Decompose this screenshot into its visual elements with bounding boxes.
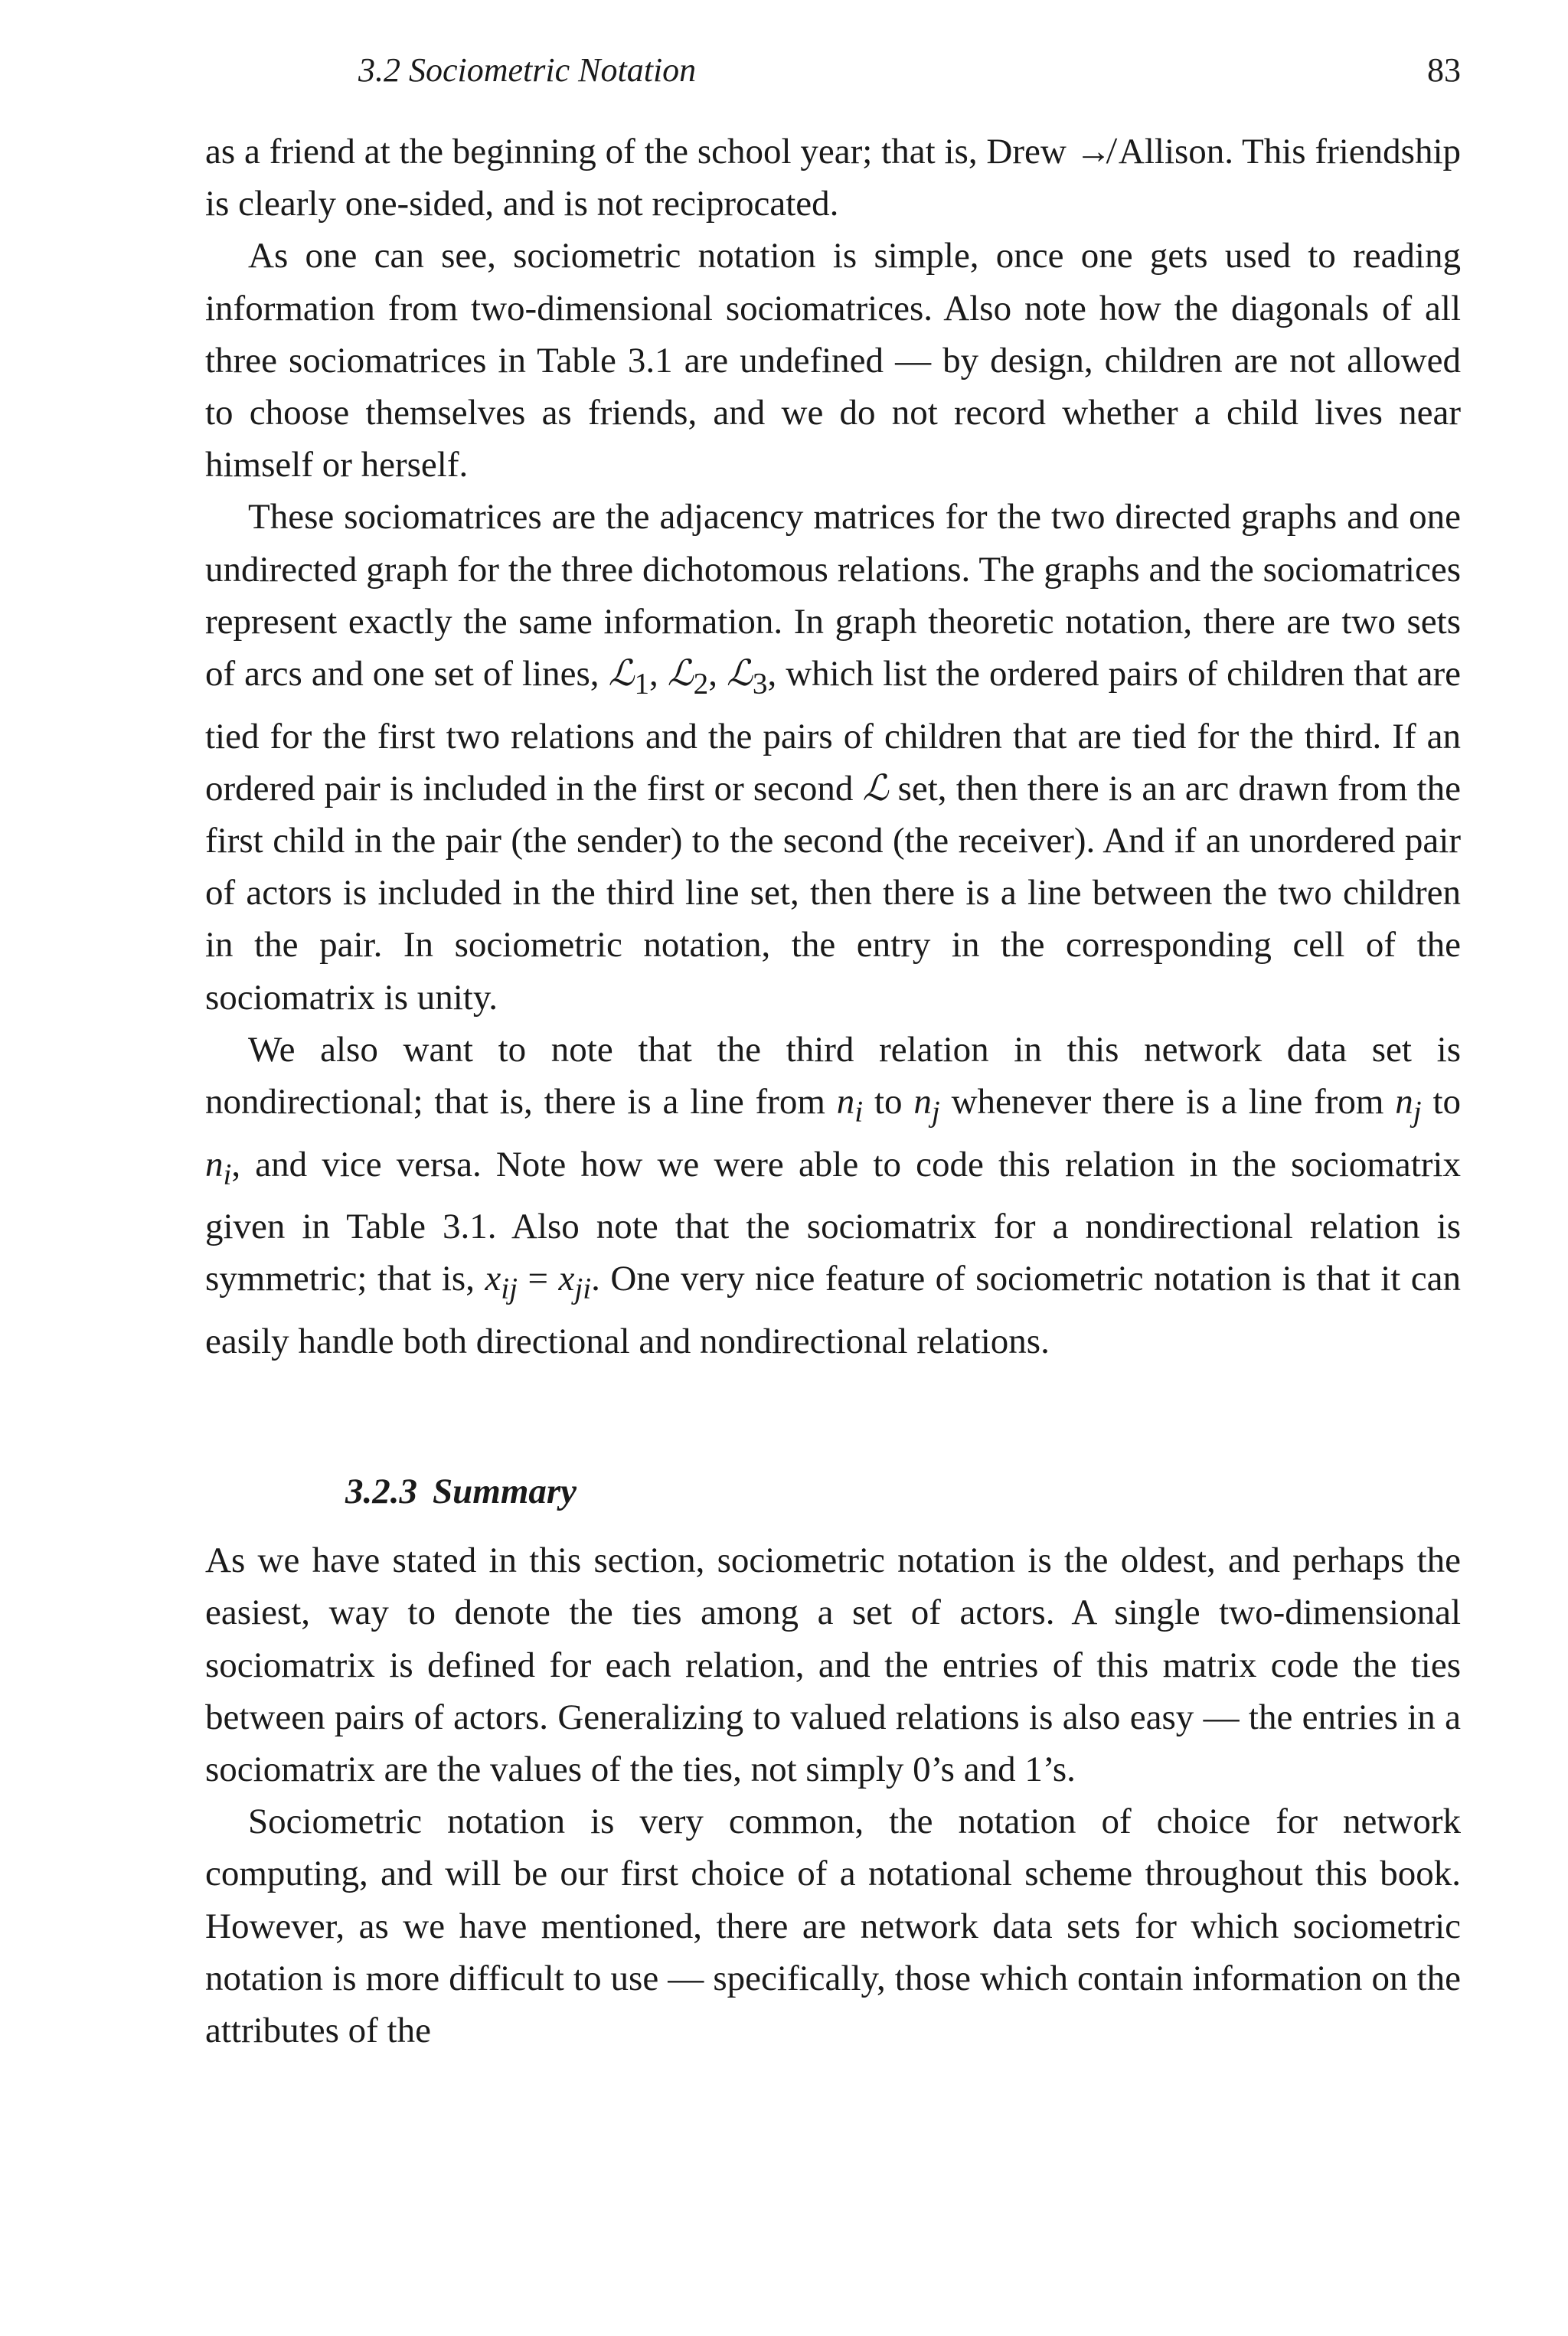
line-set-symbol: ℒ [727,652,753,695]
paragraph-text: set, then there is an arc drawn from the first child in the pair (the sender) to the second (the receiver). And if an unordered pair of actors is included in the third line set, then there is a line between the two children in the pair. In sociometric notation, the entry in the corresponding cell of the sociomatrix is unity. [205,768,1461,1018]
paragraph: Sociometric notation is very common, the notation of choice for network computing, and will be our first choice of a notational scheme throughout this book. However, as we have mentioned, there are network data sets for which sociometric notation is more difficult to use — specifically, those which contain information on the attributes of the [205,1802,1461,2051]
subscript: ij [501,1272,518,1305]
math-variable: x [558,1259,575,1299]
math-variable: n [205,1144,224,1184]
arc-set-symbol: ℒ [608,652,635,695]
subscript: j [931,1095,940,1129]
body-text [205,126,1461,2057]
subscript: j [1413,1095,1422,1129]
paragraph-continuation [205,126,1461,230]
paragraph: As one can see, sociometric notation is simple, once one gets used to reading information from two-dimensional sociomatrices. Also note how the diagonals of all three sociomatrices in Table 3.1 are undefined — by design, children are not allowed to choose themselves as friends, and we do not record whether a child lives near himself or herself. [205,236,1461,485]
math-variable: n [913,1082,932,1122]
paragraph: As we have stated in this section, sociometric notation is the oldest, and perhaps the easiest, way to denote the ties among a set of actors. A single two-dimensional sociomatrix is defined for each relation, and the entries of this matrix code the ties between pairs of actors. Generalizing to valued relations is also easy — the entries in a sociomatrix are the values of the ties, not simply 0’s and 1’s. [205,1540,1461,1790]
paragraph-text: Allison. This friendship is clearly one-sided, and is not reciprocated. [205,132,1461,224]
math-variable: n [836,1082,855,1122]
subscript: ji [574,1272,592,1305]
paragraph-text: whenever there is a line from [939,1082,1396,1122]
paragraph-text: These sociomatrices are the adjacency matrices for the two directed graphs and one undirected graph for the three dichotomous relations. The graphs and the sociomatrices represent exactly the same information. In graph theoretic notation, there are two sets of arcs and one set of lines, [205,497,1461,694]
running-head [205,47,1461,93]
paragraph [205,491,1461,1023]
subscript: i [223,1158,232,1191]
running-head-section-title: 3.2 Sociometric Notation [358,51,697,89]
subsection-title: Summary [433,1472,577,1512]
subscript: 2 [693,667,709,701]
subsection-heading [205,1465,1461,1518]
equals-sign: = [518,1259,559,1299]
math-variable: n [1395,1082,1413,1122]
not-chooses-symbol: ↛ [1075,132,1112,172]
paragraph-text: as a friend at the beginning of the school year; that is, Drew [205,132,1076,172]
paragraph-text: , which list the ordered pairs of children that are tied for the first two relations and the pairs of children that are tied for the third. If an ordered pair is included in the first or second [205,654,1462,809]
paragraph-text: to [863,1082,914,1122]
separator: , [708,654,727,694]
math-variable: x [485,1259,501,1299]
paragraph-text: We also want to note that the third relation in this network data set is nondirectional; that is, there is a line from [205,1029,1461,1122]
paragraph [205,1024,1461,1367]
arc-set-symbol: ℒ [667,652,694,695]
subsection-number: 3.2.3 [345,1472,417,1512]
paragraph-text: , and vice versa. Note how we were able to code this relation in the sociomatrix given in Table 3.1. Also note that the sociomatrix for a nondirectional relation is symmetric; that is, [205,1144,1461,1299]
set-symbol: ℒ [862,766,889,809]
page-number: 83 [1427,51,1461,89]
subscript: i [854,1095,864,1129]
subscript: 3 [752,667,768,701]
separator: , [649,654,668,694]
paragraph-text: . One very nice feature of sociometric notation is that it can easily handle both directional and nondirectional relations. [205,1259,1461,1362]
paragraph-text: to [1421,1082,1462,1122]
subscript: 1 [634,667,650,701]
